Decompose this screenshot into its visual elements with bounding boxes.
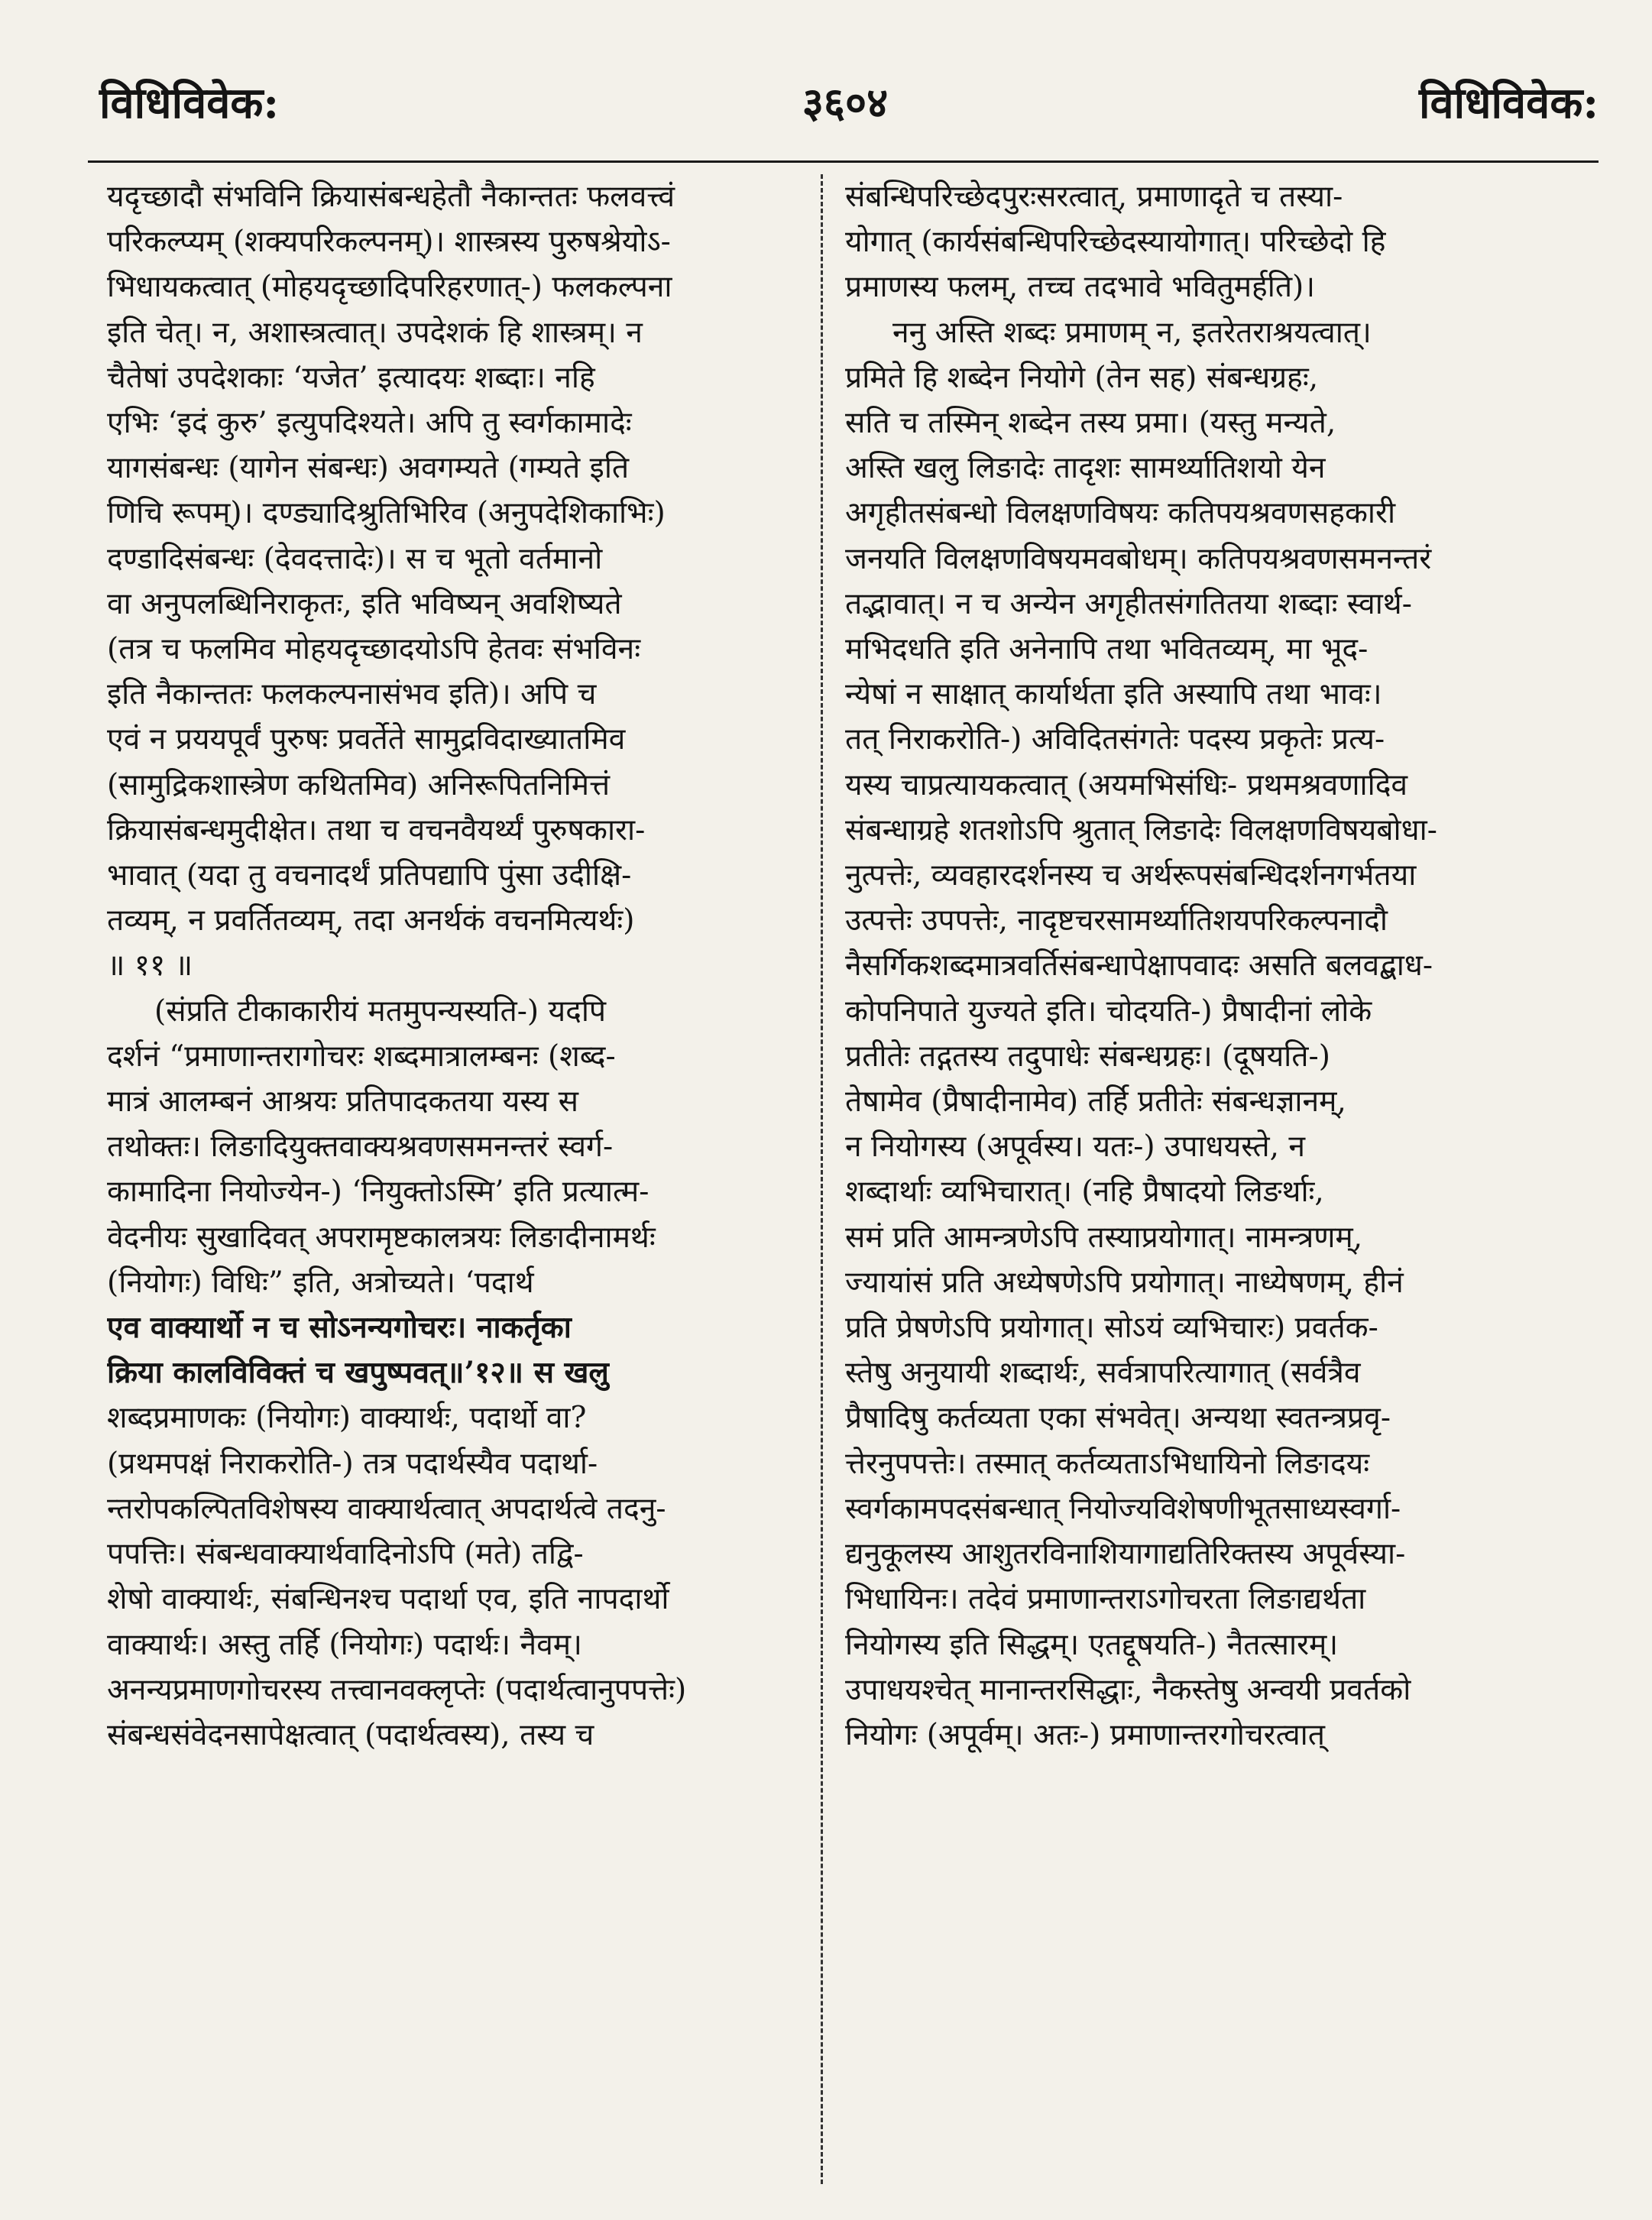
text-line: उपाधयश्चेत् मानान्तरसिद्धाः, नैकस्तेषु अन्वयी प्रवर्तको bbox=[845, 1672, 1411, 1707]
running-head-left: विधिविवेक: bbox=[99, 78, 280, 128]
text-line: एव वाक्यार्थो न च सोऽनन्यगोचरः। नाकर्तृका bbox=[107, 1310, 572, 1346]
text-line: मभिदधति इति अनेनापि तथा भवितव्यम्, मा भूद- bbox=[845, 632, 1369, 667]
text-line: वेदनीयः सुखादिवत् अपरामृष्टकालत्रयः लिङादीनामर्थः bbox=[107, 1220, 656, 1255]
text-line: योगात् (कार्यसंबन्धिपरिच्छेदस्यायोगात्। परिच्छेदो हि bbox=[845, 225, 1386, 260]
text-line: स्तेषु अनुयायी शब्दार्थः, सर्वत्रापरित्यागात् (सर्वत्रैव bbox=[845, 1356, 1361, 1391]
text-line: जनयति विलक्षणविषयमवबोधम्। कतिपयश्रवणसमनन्तरं bbox=[845, 541, 1432, 576]
text-line: दण्डादिसंबन्धः (देवदत्तादेः)। स च भूतो वर्तमानो bbox=[107, 541, 603, 576]
text-line: प्रति प्रेषणेऽपि प्रयोगात्। सोऽयं व्यभिचारः) प्रवर्तक- bbox=[845, 1311, 1378, 1346]
header-rule bbox=[88, 160, 1599, 163]
text-line: एवं न प्रययपूर्वं पुरुषः प्रवर्तेते सामुद्रविदाख्यातमिव bbox=[107, 722, 626, 757]
text-line: नियोगस्य इति सिद्धम्। एतद्दूषयति-) नैतत्सारम्। bbox=[845, 1627, 1339, 1662]
text-line: प्रतीतेः तद्गतस्य तदुपाधेः संबन्धग्रहः। (दूषयति-) bbox=[845, 1039, 1330, 1074]
text-line: शब्दार्थाः व्यभिचारात्। (नहि प्रैषादयो लिङर्थाः, bbox=[845, 1175, 1324, 1210]
text-line: तव्यम्, न प्रवर्तितव्यम्, तदा अनर्थकं वचनमित्यर्थः) bbox=[107, 903, 635, 938]
text-line: ॥ ११ ॥ bbox=[107, 948, 193, 984]
text-line: (प्रथमपक्षं निराकरोति-) तत्र पदार्थस्यैव पदार्था- bbox=[107, 1446, 598, 1481]
text-line: चैतेषां उपदेशकाः ‘यजेत’ इत्यादयः शब्दाः। नहि bbox=[107, 360, 595, 395]
text-line: सति च तस्मिन् शब्देन तस्य प्रमा। (यस्तु मन्यते, bbox=[845, 406, 1336, 441]
text-line: यस्य चाप्रत्यायकत्वात् (अयमभिसंधिः- प्रथमश्रवणादिव bbox=[845, 767, 1408, 802]
text-line: यागसंबन्धः (यागेन संबन्धः) अवगम्यते (गम्यते इति bbox=[107, 451, 630, 486]
text-line: तेषामेव (प्रैषादीनामेव) तर्हि प्रतीतेः संबन्धज्ञानम्, bbox=[845, 1084, 1346, 1120]
text-line: वाक्यार्थः। अस्तु तर्हि (नियोगः) पदार्थः। नैवम्। bbox=[107, 1627, 582, 1662]
text-line: क्रियासंबन्धमुदीक्षेत। तथा च वचनवैयर्थ्यं पुरुषकारा- bbox=[107, 812, 646, 847]
text-line: इति चेत्। न, अशास्त्रत्वात्। उपदेशकं हि शास्त्रम्। न bbox=[107, 315, 643, 350]
right-column bbox=[845, 174, 1533, 2192]
text-line: क्रिया कालविविक्तं च खपुष्पवत्॥’१२॥ स खलु bbox=[107, 1355, 609, 1391]
text-line: संबन्धसंवेदनसापेक्षत्वात् (पदार्थत्वस्य), तस्य च bbox=[107, 1717, 594, 1752]
text-line: नियोगः (अपूर्वम्। अतः-) प्रमाणान्तरगोचरत्वात् bbox=[845, 1717, 1325, 1752]
text-line: यदृच्छादौ संभविनि क्रियासंबन्धहेतौ नैकान्ततः फलवत्त्वं bbox=[107, 180, 675, 214]
column-divider bbox=[821, 174, 823, 2184]
text-line: कोपनिपाते युज्यते इति। चोदयति-) प्रैषादीनां लोके bbox=[845, 993, 1372, 1029]
text-line: (सामुद्रिकशास्त्रेण कथितमिव) अनिरूपितनिमित्तं bbox=[107, 767, 611, 802]
text-line: णिचि रूपम्)। दण्ड्यादिश्रुतिभिरिव (अनुपदेशिकाभिः) bbox=[107, 496, 666, 531]
text-line: न्येषां न साक्षात् कार्यार्थता इति अस्यापि तथा भावः। bbox=[845, 677, 1382, 712]
text-line: न्तरोपकल्पितविशेषस्य वाक्यार्थत्वात् अपदार्थत्वे तदनु- bbox=[107, 1491, 666, 1526]
text-line: अनन्यप्रमाणगोचरस्य तत्त्वानवक्लृप्तेः (पदार्थत्वानुपपत्तेः) bbox=[107, 1672, 687, 1707]
text-line: अगृहीतसंबन्धो विलक्षणविषयः कतिपयश्रवणसहकारी bbox=[845, 496, 1396, 531]
text-line: प्रमाणस्य फलम्, तच्च तदभावे भवितुमर्हति)। bbox=[845, 270, 1316, 305]
text-line: संबन्धाग्रहे शतशोऽपि श्रुतात् लिङादेः विलक्षणविषयबोधा- bbox=[845, 812, 1437, 847]
page-number: ३६०४ bbox=[802, 78, 889, 127]
text-line: भिधायिनः। तदेवं प्रमाणान्तराऽगोचरता लिङाद्यर्थता bbox=[845, 1582, 1366, 1617]
running-head-right: विधिविवेक: bbox=[1418, 78, 1599, 128]
text-line: दर्शनं “प्रमाणान्तरागोचरः शब्दमात्रालम्बनः (शब्द- bbox=[107, 1039, 616, 1074]
text-line: स्वर्गकामपदसंबन्धात् नियोज्यविशेषणीभूतसाध्यस्वर्गा- bbox=[845, 1491, 1401, 1526]
text-line: नुत्पत्तेः, व्यवहारदर्शनस्य च अर्थरूपसंबन्धिदर्शनगर्भतया bbox=[845, 858, 1417, 893]
text-line: परिकल्प्यम् (शक्यपरिकल्पनम्)। शास्त्रस्य पुरुषश्रेयोऽ- bbox=[107, 225, 671, 260]
text-line: संबन्धिपरिच्छेदपुरःसरत्वात्, प्रमाणादृते च तस्या- bbox=[845, 180, 1343, 214]
text-line: (नियोगः) विधिः” इति, अत्रोच्यते। ‘पदार्थ bbox=[107, 1265, 534, 1300]
text-line: त्तेरनुपपत्तेः। तस्मात् कर्तव्यताऽभिधायिनो लिङादयः bbox=[845, 1446, 1370, 1481]
text-line: पपत्तिः। संबन्धवाक्यार्थवादिनोऽपि (मते) तद्वि- bbox=[107, 1537, 584, 1572]
text-line: अस्ति खलु लिङादेः तादृशः सामर्थ्यातिशयो येन bbox=[845, 451, 1326, 486]
text-line: न नियोगस्य (अपूर्वस्य। यतः-) उपाधयस्ते, न bbox=[845, 1129, 1306, 1165]
text-line: भावात् (यदा तु वचनादर्थं प्रतिपद्यापि पुंसा उदीक्षि- bbox=[107, 858, 632, 893]
text-line: इति नैकान्ततः फलकल्पनासंभव इति)। अपि च bbox=[107, 677, 597, 712]
text-line: वा अनुपलब्धिनिराकृतः, इति भविष्यन् अवशिष्यते bbox=[107, 586, 622, 621]
left-column bbox=[107, 174, 795, 2192]
text-line: द्यनुकूलस्य आशुतरविनाशियागाद्यतिरिक्तस्य अपूर्वस्या- bbox=[845, 1537, 1406, 1572]
text-line: एभिः ‘इदं कुरु’ इत्युपदिश्यते। अपि तु स्वर्गकामादेः bbox=[107, 406, 632, 441]
text-line: तथोक्तः। लिङादियुक्तवाक्यश्रवणसमनन्तरं स्वर्ग- bbox=[107, 1129, 614, 1165]
text-line: प्रैषादिषु कर्तव्यता एका संभवेत्। अन्यथा स्वतन्त्रप्रवृ- bbox=[845, 1401, 1391, 1436]
text-line: (तत्र च फलमिव मोहयदृच्छादयोऽपि हेतवः संभविनः bbox=[107, 632, 641, 667]
text-line: तद्भावात्। न च अन्येन अगृहीतसंगतितया शब्दाः स्वार्थ- bbox=[845, 586, 1412, 621]
text-line: उत्पत्तेः उपपत्तेः, नादृष्टचरसामर्थ्यातिशयपरिकल्पनादौ bbox=[845, 903, 1388, 938]
text-line: तत् निराकरोति-) अविदितसंगतेः पदस्य प्रकृतेः प्रत्य- bbox=[845, 722, 1385, 757]
text-line: ननु अस्ति शब्दः प्रमाणम् न, इतरेतराश्रयत्वात्। bbox=[892, 315, 1372, 350]
text-line: प्रमिते हि शब्देन नियोगे (तेन सह) संबन्धग्रहः, bbox=[845, 360, 1319, 395]
text-line: शब्दप्रमाणकः (नियोगः) वाक्यार्थः, पदार्थो वा? bbox=[107, 1401, 587, 1436]
text-line: भिधायकत्वात् (मोहयदृच्छादिपरिहरणात्-) फलकल्पना bbox=[107, 270, 672, 305]
text-line: कामादिना नियोज्येन-) ‘नियुक्तोऽस्मि’ इति प्रत्यात्म- bbox=[107, 1175, 649, 1210]
text-line: मात्रं आलम्बनं आश्रयः प्रतिपादकतया यस्य स bbox=[107, 1084, 578, 1120]
page-header bbox=[84, 73, 1606, 157]
text-line: (संप्रति टीकाकारीयं मतमुपन्यस्यति-) यदपि bbox=[154, 993, 607, 1029]
text-line: समं प्रति आमन्त्रणेऽपि तस्याप्रयोगात्। नामन्त्रणम्, bbox=[845, 1220, 1363, 1255]
text-line: ज्यायांसं प्रति अध्येषणेऽपि प्रयोगात्। नाध्येषणम्, हीनं bbox=[845, 1265, 1404, 1300]
text-line: शेषो वाक्यार्थः, संबन्धिनश्च पदार्था एव, इति नापदार्थो bbox=[107, 1582, 669, 1617]
text-line: नैसर्गिकशब्दमात्रवर्तिसंबन्धापेक्षापवादः असति बलवद्बाध- bbox=[845, 948, 1433, 984]
